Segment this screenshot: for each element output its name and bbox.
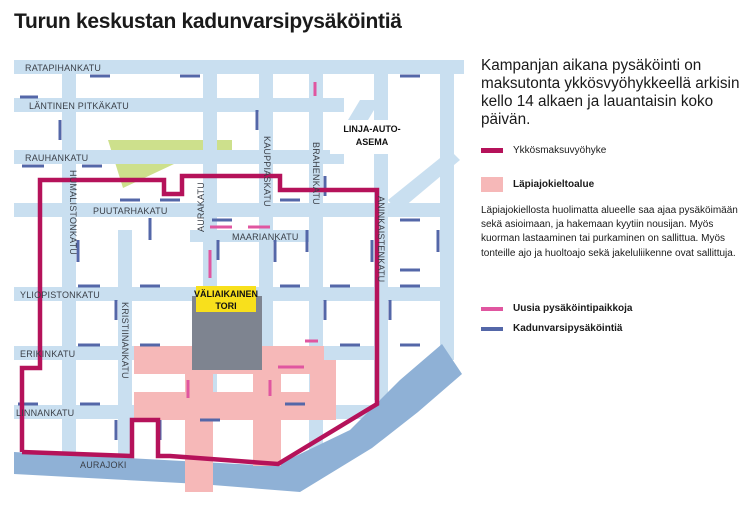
label-aurajoki: AURAJOKI xyxy=(80,460,127,470)
legend-no-through xyxy=(481,177,594,192)
legend-zone-label: Ykkösmaksuvyöhyke xyxy=(513,145,607,156)
legend-zone xyxy=(481,145,606,156)
label-humalistonkatu: HUMALISTONKATU xyxy=(68,170,78,255)
legend-no-through-label: Läpiajokieltoalue xyxy=(513,179,595,190)
label-maariankatu: MAARIANKATU xyxy=(232,232,299,242)
label-rauhankatu: RAUHANKATU xyxy=(25,153,89,163)
bus-station-label-line-1: LINJA-AUTO- xyxy=(343,124,401,134)
pink-line-swatch xyxy=(481,307,503,311)
legend-note: Läpiajokiellosta huolimatta alueelle saa ajaa pysäköimään sekä asioimaan, ja hakemaan kyytiin nousijan. Myös kuorman lastaaminen tai purkaminen on sallittua. Myös tonteille ajo ja huoltoajo sekä jakeluliikenne ovat sallittuja. xyxy=(481,205,738,259)
market-label-line-1: VÄLIAIKAINEN xyxy=(193,289,259,299)
label-aurakatu: AURAKATU xyxy=(196,182,206,232)
legend-street-parking xyxy=(481,323,622,334)
label-puutarhakatu: PUUTARHAKATU xyxy=(93,206,168,216)
legend-new-spots-label: Uusia pysäköintipaikkoja xyxy=(513,303,633,314)
magenta-line-swatch xyxy=(481,148,503,153)
label-kristiinankatu: KRISTIINANKATU xyxy=(120,302,130,379)
label-eerikinkatu: ERIKINKATU xyxy=(20,349,76,359)
legend-new-spots xyxy=(481,303,633,314)
blue-line-swatch xyxy=(481,327,503,331)
label-brahenkatu: BRAHENKATU xyxy=(311,142,321,205)
label-aninkaistenkatu: ANINKAISTENKATU xyxy=(376,196,386,283)
market-label-line-2: TORI xyxy=(215,301,237,311)
map-title: Turun keskustan kadunvarsipysäköintiä xyxy=(14,10,402,33)
label-yliopistonkatu: YLIOPISTONKATU xyxy=(20,290,100,300)
label-lantinen-pitkakatu: LÄNTINEN PITKÄKATU xyxy=(29,101,129,111)
legend-street-parking-label: Kadunvarsipysäköintiä xyxy=(513,323,623,334)
campaign-intro: Kampanjan aikana pysäköinti on maksutonta ykkösvyöhykkeellä arkisin kello 14 alkaen ja lauantaisin koko päivän. xyxy=(481,57,740,129)
label-kauppiaskatu: KAUPPIASKATU xyxy=(262,136,272,207)
label-linnankatu: LINNANKATU xyxy=(16,408,75,418)
bus-station-label-line-2: ASEMA xyxy=(355,137,389,147)
pink-area-swatch xyxy=(481,177,503,192)
label-ratapihankatu: RATAPIHANKATU xyxy=(25,63,102,73)
